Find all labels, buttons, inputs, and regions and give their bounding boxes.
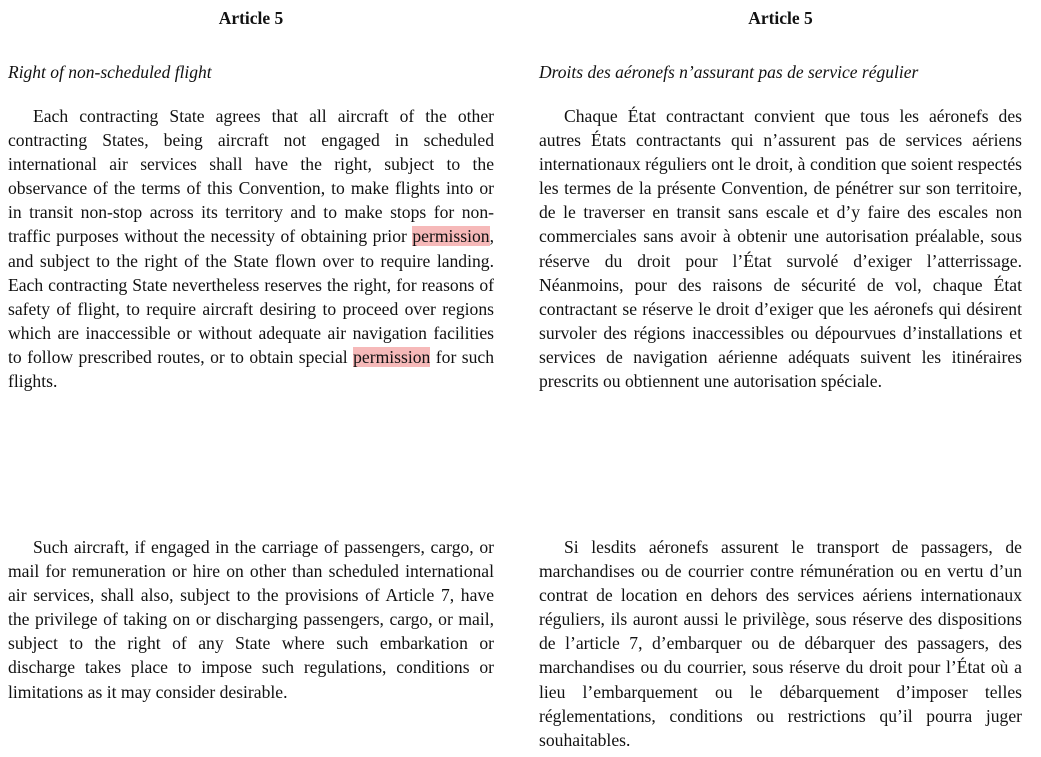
paragraph-1-en-part3: for such flights.: [8, 346, 495, 392]
article-subtitle-en: Right of non-scheduled flight: [8, 62, 212, 82]
article-heading-fr: Article 5: [748, 8, 813, 28]
paragraph-2-en: Such aircraft, if engaged in the carriage of passengers, cargo, or mail for remuneration or hire on other than scheduled international air services, shall also, subject to the provisions of Article 7, have the privilege of taking on or discharging passengers, cargo, or mail, subject to the right of any State where such embarkation or discharge takes place to impose such regulations, conditions or limitations as it may consider desirable.: [8, 537, 494, 702]
article-subtitle-fr: Droits des aéronefs n’assurant pas de service régulier: [539, 62, 919, 82]
highlighted-term: permission: [353, 346, 431, 367]
paragraph-1-fr: Chaque État contractant convient que tous les aéronefs des autres États contractants qui n’assurent pas de services aériens internationaux réguliers ont le droit, à condition que soient respectés les termes de la présente Convention, de pénétrer sur son territoire, de le traverser en transit sans escale et d’y faire des escales non commerciales sans avoir à obtenir une autorisation préalable, sous réserve du droit pour l’État survolé d’exiger l’atterrissage. Néanmoins, pour des raisons de sécurité de vol, chaque État contractant se réserve le droit d’exiger que les aéronefs qui désirent survoler des régions inaccessibles ou dépourvues d’installations et services de navigation aérienne adéquats suivent les itinéraires prescrits ou obtiennent une autorisation spéciale.: [539, 106, 1022, 392]
paragraph-1-en: [8, 104, 494, 393]
paragraph-1-en-part2: , and subject to the right of the State flown over to require landing. Each contracting State nevertheless reserves the right, for reasons of safety of flight, to require aircraft desiring to proceed over regions which are inaccessible or without adequate air navigation facilities to follow prescribed routes, or to obtain special: [8, 226, 494, 367]
paragraph-1-en-part1: Each contracting State agrees that all aircraft of the other contracting States, being aircraft not engaged in scheduled international air services shall have the right, subject to the observance of the terms of this Convention, to make flights into or in transit non-stop across its territory and to make stops for non-traffic purposes without the necessity of obtaining prior: [8, 106, 494, 247]
paragraph-2-fr: Si lesdits aéronefs assurent le transport de passagers, de marchandises ou de courrier contre rémunération ou en vertu d’un contrat de location en dehors des services aériens internationaux réguliers, ils auront aussi le privilège, sous réserve des dispositions de l’article 7, d’embarquer ou de débarquer des passagers, des marchandises ou du courrier, sous réserve du droit pour l’État où a lieu l’embarquement ou le débarquement d’imposer telles réglementations, conditions ou restrictions qu’il pourra juger souhaitables.: [539, 537, 1022, 750]
highlighted-term: permission: [412, 226, 490, 247]
article-heading-en: Article 5: [218, 8, 284, 28]
